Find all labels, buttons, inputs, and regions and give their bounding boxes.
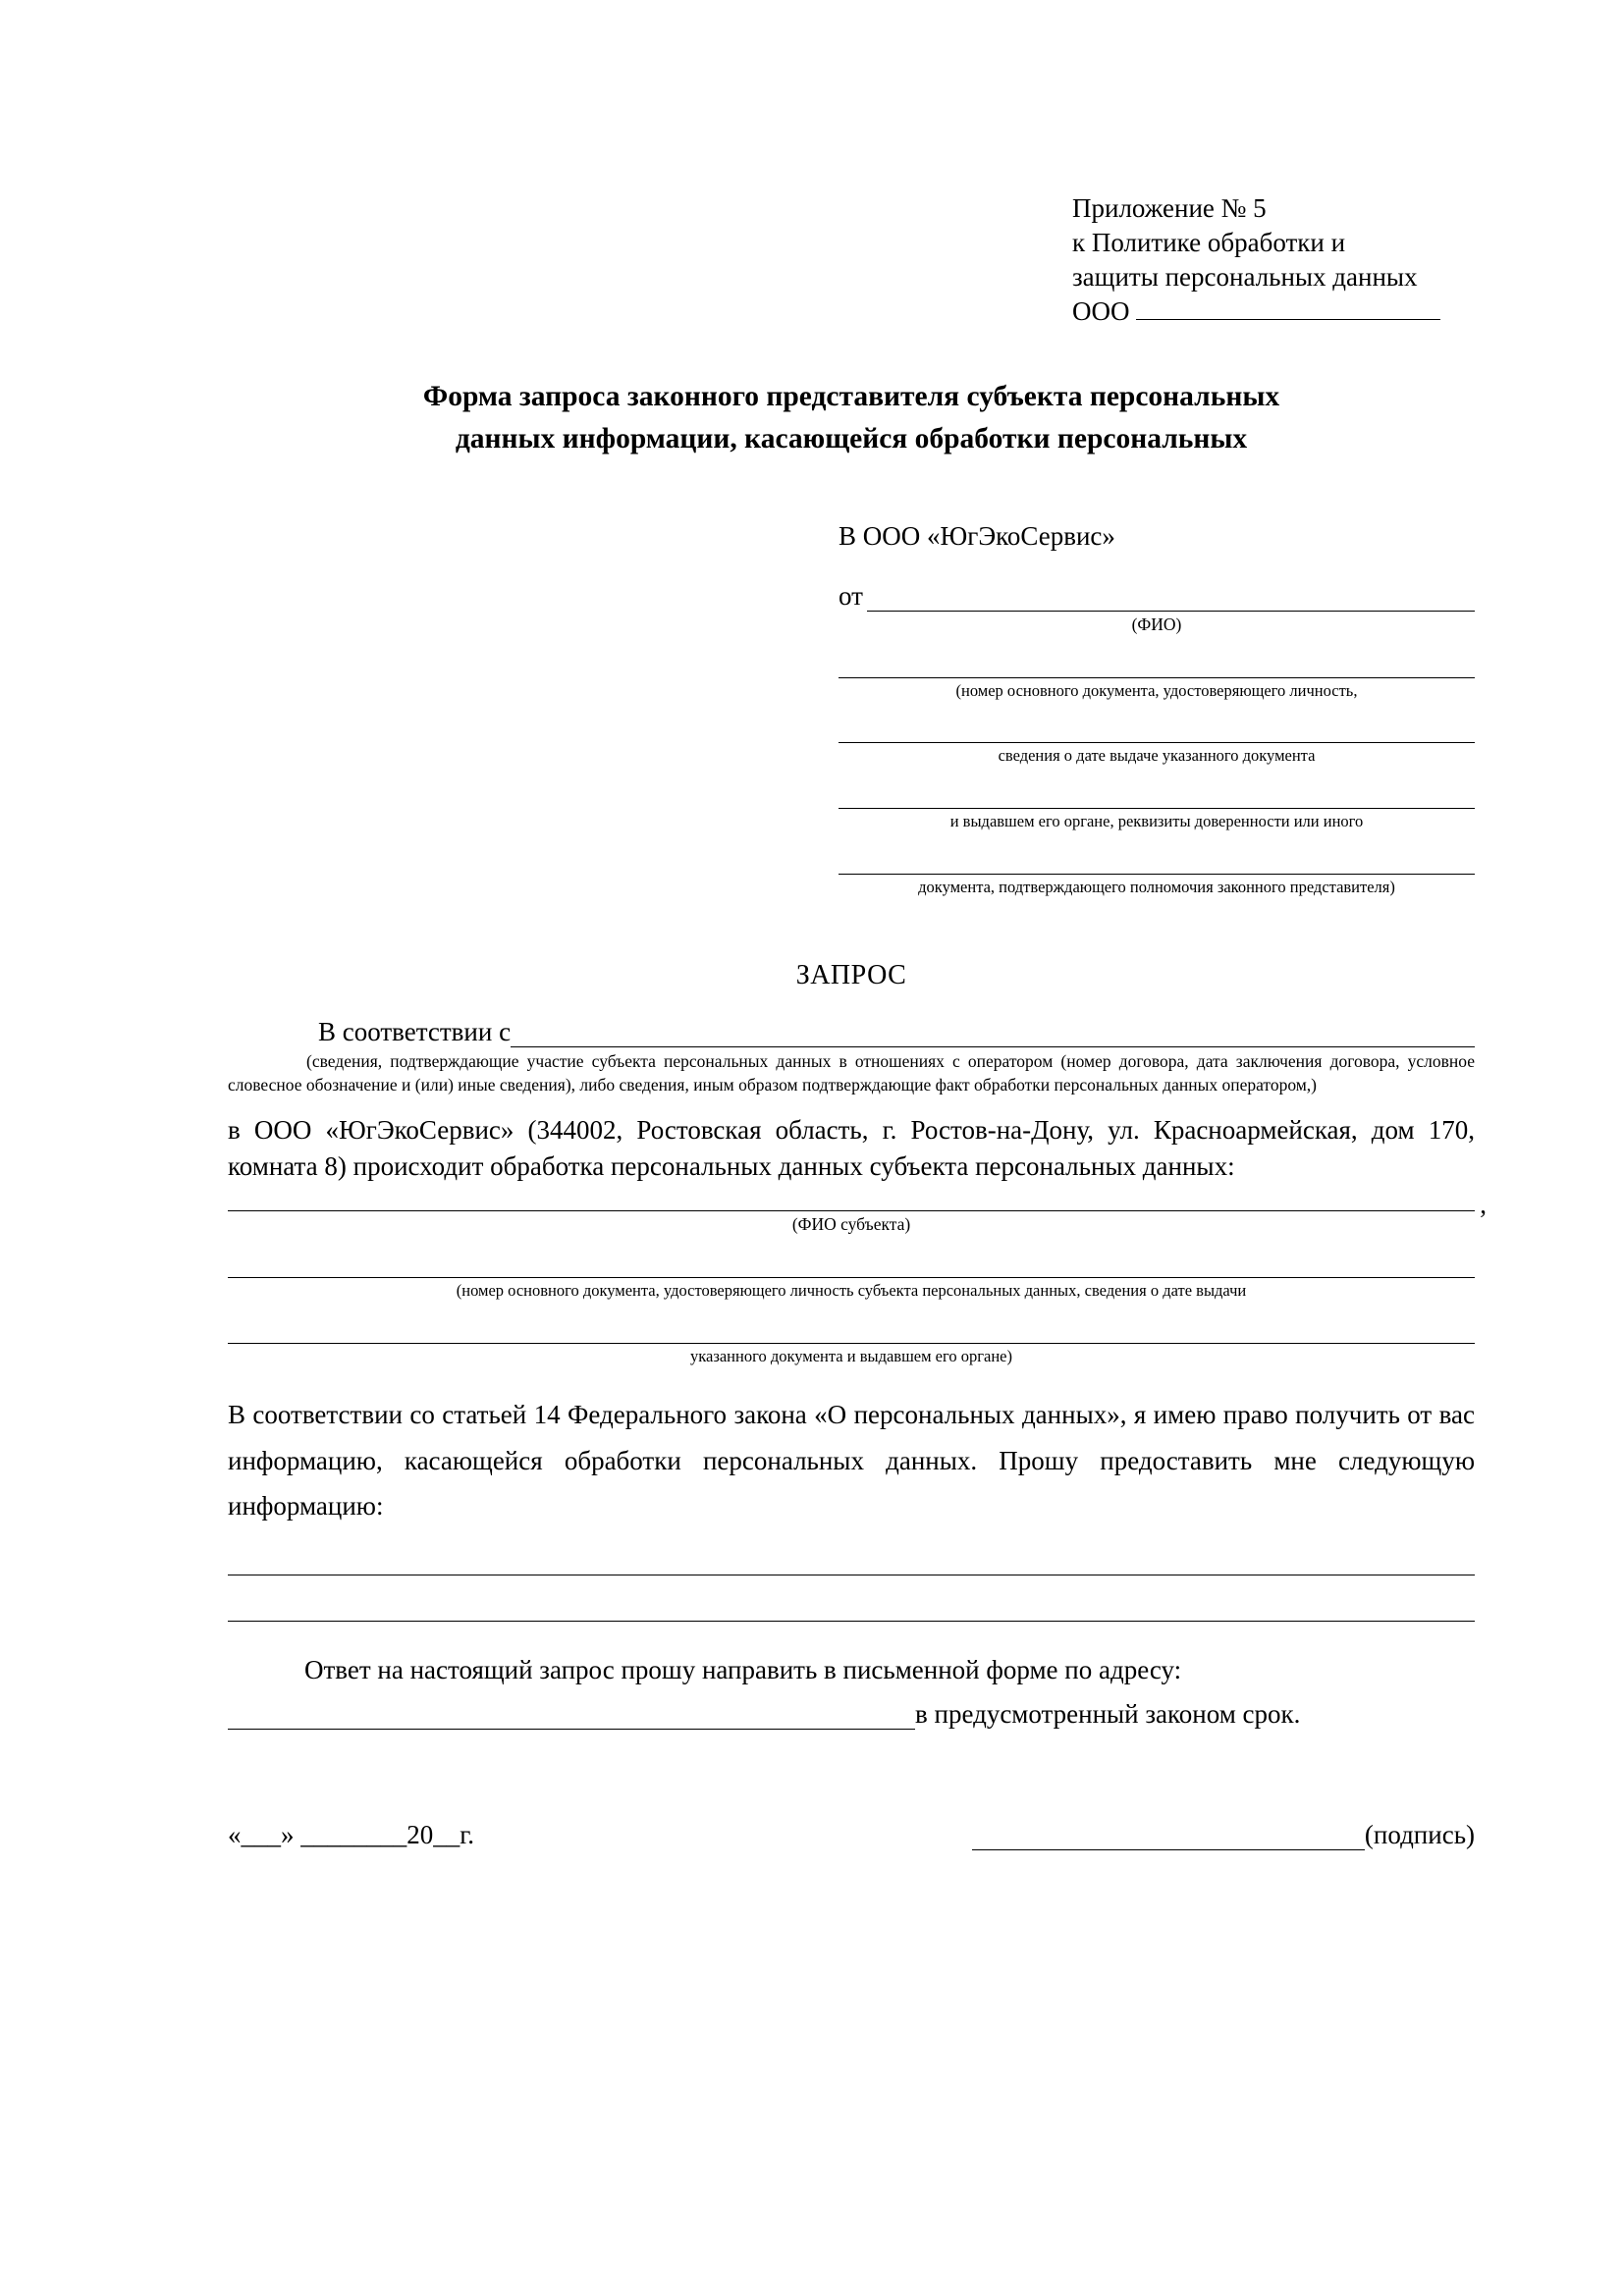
appendix-policy-line-2: защиты персональных данных xyxy=(1072,262,1418,293)
accordance-label: В соответствии с xyxy=(318,1017,512,1047)
appendix-number: Приложение № 5 xyxy=(1072,193,1267,223)
document-date-field[interactable] xyxy=(839,722,1475,743)
accordance-note xyxy=(228,1050,1475,1096)
date-field[interactable]: «___» ________20__г. xyxy=(228,1819,475,1849)
accordance-note-text: (сведения, подтверждающие участие субъекта персональных данных в отношениях с оператором (номер договора, дата заключения договора, условное словесное обозначение и (или) иные сведения), либо сведения, иным образом подтверждающие факт обработки персональных данных оператором,) xyxy=(228,1051,1475,1095)
caption-subject-issuer: указанного документа и выдавшем его органе) xyxy=(690,1346,1012,1365)
page-title-line-2: данных информации, касающейся обработки персональных xyxy=(455,423,1248,455)
caption-document-date: сведения о дате выдаче указанного документа xyxy=(998,746,1316,766)
request-heading: ЗАПРОС xyxy=(795,960,907,991)
appendix-company-line xyxy=(1072,294,1475,329)
from-label: от xyxy=(839,580,863,611)
page-title xyxy=(228,376,1475,460)
page-title-line-1: Форма запроса законного представителя субъекта персональных xyxy=(422,381,1280,413)
addressee-block xyxy=(839,521,1475,897)
subject-fio-field[interactable] xyxy=(228,1185,1475,1211)
from-row xyxy=(839,581,1475,612)
subject-document-field[interactable] xyxy=(228,1257,1475,1278)
signature-row xyxy=(228,1820,1475,1850)
caption-document-issuer: и выдавшем его органе, реквизиты доверенности или иного xyxy=(949,812,1364,831)
signature-label: (подпись) xyxy=(1364,1819,1475,1849)
appendix-policy-line-1: к Политике обработки и xyxy=(1072,228,1346,258)
addressee-company: В ООО «ЮгЭкоСервис» xyxy=(839,520,1115,551)
answer-address-field[interactable] xyxy=(228,1707,915,1730)
request-body xyxy=(228,1017,1475,1849)
information-field-1[interactable] xyxy=(228,1529,1475,1575)
caption-subject-fio: (ФИО субъекта) xyxy=(791,1214,911,1235)
caption-fio: (ФИО) xyxy=(1131,614,1182,634)
from-name-field[interactable] xyxy=(867,591,1475,612)
law-paragraph: В соответствии со статьей 14 Федерального закона «О персональных данных», я имею право получить от вас информацию, касающейся обработки персональных данных. Прошу предоставить мне следующую информацию: xyxy=(228,1400,1475,1522)
subject-issuer-field[interactable] xyxy=(228,1323,1475,1344)
operator-paragraph: в ООО «ЮгЭкоСервис» (344002, Ростовская область, г. Ростов-на-Дону, ул. Красноармейская, дом 170, комната 8) происходит обработка персональных данных субъекта персональных данных: xyxy=(228,1114,1475,1182)
accordance-field[interactable] xyxy=(511,1027,1475,1047)
document-issuer-field[interactable] xyxy=(839,788,1475,809)
document-number-field[interactable] xyxy=(839,658,1475,678)
caption-document-number: (номер основного документа, удостоверяющего личность, xyxy=(955,680,1358,700)
appendix-header xyxy=(1072,191,1475,329)
information-field-2[interactable] xyxy=(228,1575,1475,1622)
caption-subject-document: (номер основного документа, удостоверяющего личность субъекта персональных данных, сведения о дате выдачи xyxy=(456,1281,1247,1301)
accordance-row xyxy=(228,1017,1475,1047)
answer-instruction: Ответ на настоящий запрос прошу направить в письменной форме по адресу: xyxy=(304,1654,1182,1684)
document-content xyxy=(228,191,1475,1850)
caption-document-authority: документа, подтверждающего полномочия законного представителя) xyxy=(918,877,1395,896)
document-authority-field[interactable] xyxy=(839,854,1475,875)
company-prefix-label: ООО xyxy=(1072,296,1130,327)
answer-address-row xyxy=(228,1699,1475,1730)
signature-field[interactable] xyxy=(972,1828,1365,1850)
answer-address-tail: в предусмотренный законом срок. xyxy=(915,1698,1301,1729)
company-blank-field[interactable] xyxy=(1136,297,1440,320)
